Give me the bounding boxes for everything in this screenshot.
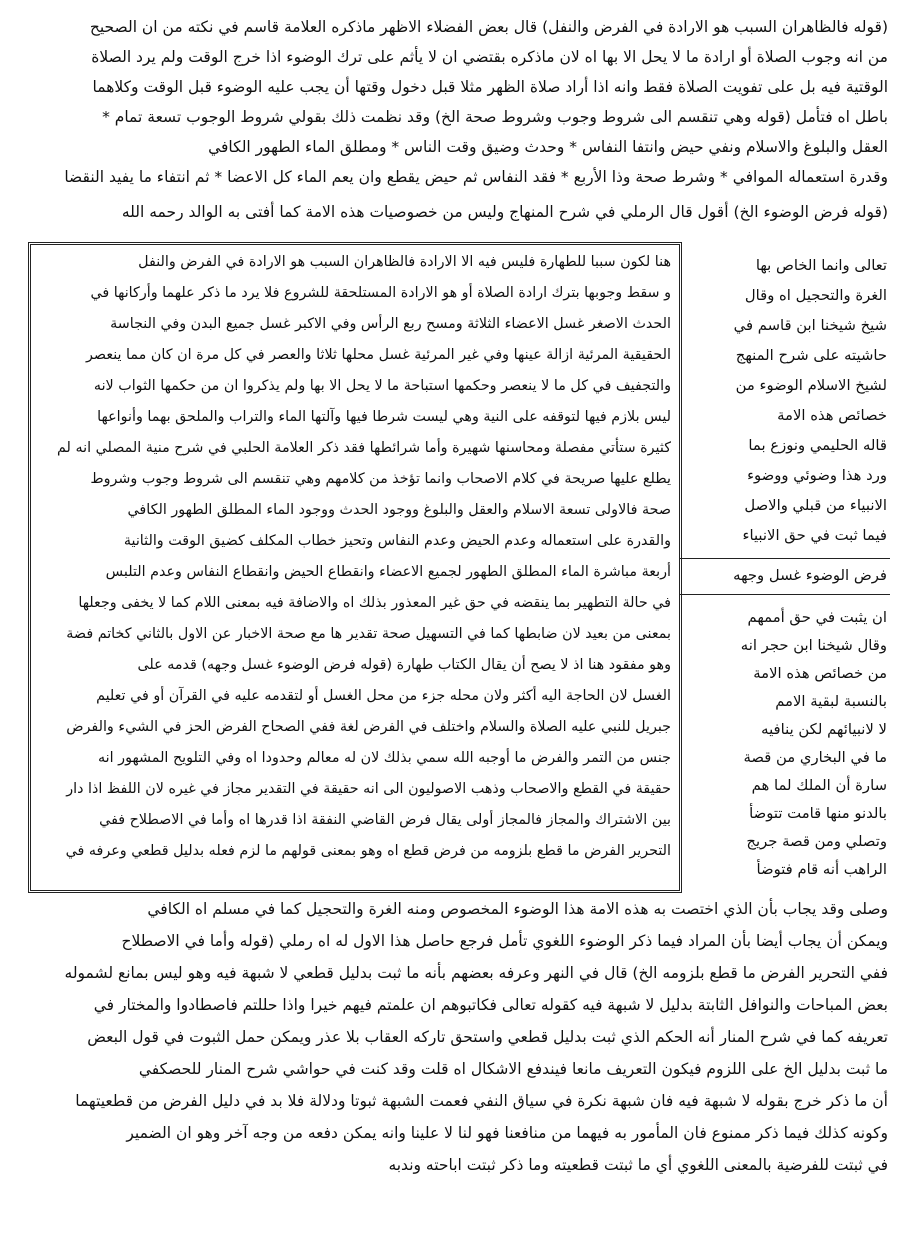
- box-line: في حالة التطهير بما ينقضه في حق غير المعذور بذلك اه والاضافة فيه بمعنى اللام كما لا يخفى وجعلها: [78, 595, 671, 611]
- text-line: (قوله فالظاهران السبب هو الارادة في الفرض والنفل) قال بعض الفضلاء الاظهر ماذكره العلامة قاسم في نكته من ان الصحيح: [89, 18, 888, 36]
- text-line: وصلى وقد يجاب بأن الذي اختصت به هذه الامة هذا الوضوء المخصوص ومنه الغرة والتحجيل كما في مسلم اه الكافي: [147, 900, 888, 918]
- box-line: جنس من التمر والفرض ما أوجبه الله سمي بذلك لان له معالم وحدودا اه وفي التلويح المشهور انه: [98, 750, 671, 766]
- box-line: يطلع عليها صريحة في كلام الاصحاب وانما تؤخذ من كلامهم وهي تنقسم الى شروط وجوب وشروط: [90, 471, 671, 487]
- text-line: تعريفه كما في شرح المنار أنه الحكم الذي ثبت بدليل قطعي واستحق تاركه العقاب بلا عذر ويمكن حمل الثبوت في قول البعض: [87, 1028, 888, 1046]
- box-line: والتجفيف في كل ما لا ينعصر وحكمها استباحة ما لا يحل الا بها ولم يذكروا ان من حكمها الثواب لانه: [93, 378, 671, 394]
- side-line: بالنسبة لبقية الامم: [775, 693, 887, 710]
- text-line: بعض المباحات والنوافل الثابتة بدليل لا شبهة فيه كقوله تعالى فكاتبوهم ان علمتم فيهم خيرا واذا حللتم فاصطادوا والمختار في: [93, 996, 888, 1014]
- text-line: وقدرة استعماله الموافي * وشرط صحة وذا الأربع * فقد النفاس ثم حيض يقطع وان يعم الماء كل الاعضا * ثم انتفاء ما يفيد النقضا: [64, 168, 888, 186]
- box-line: جبريل للنبي عليه الصلاة والسلام واختلف في الفرض لغة ففي الصحاح الفرض الحز في الشيء والفرض: [66, 719, 671, 735]
- side-line: الانبياء من قبلي والاصل: [744, 497, 887, 514]
- text-line: ففي التحرير الفرض ما قطع بلزومه الخ) قال في النهر وعرفه بعضهم بأنه ما ثبت بدليل قطعي لا شبهة فيه وهو ليس بمانع لشموله: [64, 964, 888, 982]
- box-line: ليس بلازم فيها لتوقفه على النية وهي ليست شرطا فيها وآلتها الماء والتراب والملحق بهما وأنواعها: [97, 409, 671, 425]
- side-line: ورد هذا وضوئي ووضوء: [747, 467, 887, 484]
- text-line: في ثبتت للفرضية بالمعنى اللغوي أي ما ثبتت قطعيته وما ذكر ثبتت اباحته وندبه: [388, 1156, 888, 1174]
- box-line: الغسل لان الحاجة اليه أكثر ولان محله جزء من محل الغسل أو لتقدمه عليه في القرآن أو في تعليم: [96, 688, 671, 704]
- box-line: بمعنى من بعيد لان ضابطها كما في التسهيل صحة تقدير ها مع صحة الاخبار عن الاول بالثاني كخاتم فضة: [66, 626, 671, 642]
- box-line: التحرير الفرض ما قطع بلزومه من فرض قطع اه وهو بمعنى قولهم ما لزم فعله بدليل قطعي وعرفه في: [65, 843, 671, 859]
- box-line: و سقط وجوبها بترك ارادة الصلاة أو هو الارادة المستلحقة للشروع فلا يرد ما ذكر علهما وأركانها في: [90, 285, 671, 301]
- side-line: فيما ثبت في حق الانبياء: [742, 527, 887, 544]
- box-line: صحة فالاولى تسعة الاسلام والعقل والبلوغ ووجود الحدث ووجود الماء المطلق الطهور الكافي: [127, 502, 671, 518]
- text-line: الوقتية فيه بل على تفويت الصلاة فقط وانه اذا أراد صلاة الظهر مثلا قبل دخول وقتها أن يجب عليه الوضوء قبل الوقت وكلاهما: [92, 78, 888, 96]
- side-line: الراهب أنه قام فتوضأ: [756, 861, 887, 878]
- side-line: من خصائص هذه الامة: [753, 665, 887, 682]
- box-line: الحدث الاصغر غسل الاعضاء الثلاثة ومسح ربع الرأس وفي الاكبر غسل جميع البدن وفي النجاسة: [110, 316, 671, 332]
- side-line: وقال شيخنا ابن حجر انه: [740, 637, 887, 654]
- side-line: الغرة والتحجيل اه وقال: [744, 287, 887, 304]
- box-line: حقيقة في القطع والاصحاب وذهب الاصوليون الى انه حقيقة في التقدير مجاز في غيره لان اللفظ اذا دار: [66, 781, 671, 797]
- box-line: هنا لكون سببا للطهارة فليس فيه الا الارادة فالظاهران السبب هو الارادة في الفرض والنفل: [138, 254, 671, 270]
- text-line: ويمكن أن يجاب أيضا بأن المراد فيما ذكر الوضوء اللغوي تأمل فرجع حاصل هذا الاول له اه رملي (قوله وأما في الاصطلاح: [121, 932, 888, 950]
- side-line: تعالى وانما الخاص بها: [755, 257, 887, 274]
- side-line: حاشيته على شرح المنهج: [735, 347, 887, 364]
- text-line: أن ما ذكر خرج بقوله لا شبهة فيه فان شبهة نكرة في سياق النفي فعمت الشبهة ثبوتا ودلالة فلا بد في دليل الفرض من قطعيتهما: [75, 1092, 888, 1110]
- main-text-box: [28, 242, 682, 893]
- side-line: ما في البخاري من قصة: [743, 749, 887, 766]
- box-line: وهو مفقود هنا اذ لا يصح أن يقال الكتاب طهارة (قوله فرض الوضوء غسل وجهه) قدمه على: [137, 657, 671, 673]
- side-line: وتصلي ومن قصة جريج: [746, 833, 887, 850]
- side-line: قاله الحليمي ونوزع بما: [748, 437, 887, 454]
- side-line: لا لانبيائهم لكن ينافيه: [761, 721, 887, 738]
- text-line: من انه وجوب الصلاة أو ارادة ما لا يحل الا بها اه لان ماذكره بقتضي ان لا يأثم على ترك الوضوء اذا خرج الوقت ولم يرد الصلاة: [91, 48, 888, 66]
- side-divider: [680, 594, 890, 595]
- box-line: والقدرة على استعماله وعدم الحيض وعدم النفاس وتحيز خطاب المكلف كضيق الوقت والثانية: [123, 533, 671, 549]
- box-line: الحقيقية المرئية ازالة عينها وفي غير المرئية غسل محلها ثلاثا والعصر في كل مرة ان كان مما ينعصر: [86, 347, 671, 363]
- box-line: أربعة مباشرة الماء المطلق الطهور لجميع الاعضاء وانقطاع الحيض وانقطاع النفاس وعدم التلبس: [105, 564, 671, 580]
- side-divider: [680, 558, 890, 559]
- side-line: بالدنو منها قامت تتوضأ: [749, 805, 887, 822]
- side-line: ان يثبت في حق أممهم: [747, 609, 887, 626]
- text-line: باطل اه فتأمل (قوله وهي تنقسم الى شروط وجوب وشروط صحة الخ) وقد نظمت ذلك بقولي شروط الوجوب تسعة تمام *: [102, 108, 888, 126]
- box-line: بين الاشتراك والمجاز فالمجاز أولى يقال فرض القاضي النفقة اذا قدرها اه وأما في الاصطلاح ففي: [99, 812, 671, 828]
- side-heading: فرض الوضوء غسل وجهه: [733, 567, 887, 584]
- side-line: شيخ شيخنا ابن قاسم في: [733, 317, 887, 334]
- side-line: خصائص هذه الامة: [777, 407, 887, 424]
- text-line: (قوله فرض الوضوء الخ) أقول قال الرملي في شرح المنهاج وليس من خصوصيات هذه الامة كما أفتى به الوالد رحمه الله: [121, 203, 888, 221]
- side-line: لشيخ الاسلام الوضوء من: [735, 377, 887, 394]
- text-line: العقل والبلوغ والاسلام ونفي حيض وانتفا النفاس * وحدث وضيق وقت الناس * ومطلق الماء الطهور الكافي: [208, 138, 888, 156]
- text-line: ما ثبت بدليل الخ على اللزوم فيكون التعريف مانعا فيندفع الاشكال اه قلت وقد كنت في حواشي شرح المنار للحصكفي: [138, 1060, 888, 1078]
- box-line: كثيرة ستأتي مفصلة ومحاسنها شهيرة وأما شرائطها فقد ذكر العلامة الحلبي في شرح منية المصلي انه لم: [57, 440, 671, 456]
- text-line: وكونه كذلك فيما ذكر ممنوع فان المأمور به فيهما من منافعنا فهو لنا لا علينا وانه يمكن دفعه من وجه آخر وهو ان الضمير: [126, 1124, 888, 1142]
- side-line: سارة أن الملك لما هم: [751, 777, 887, 794]
